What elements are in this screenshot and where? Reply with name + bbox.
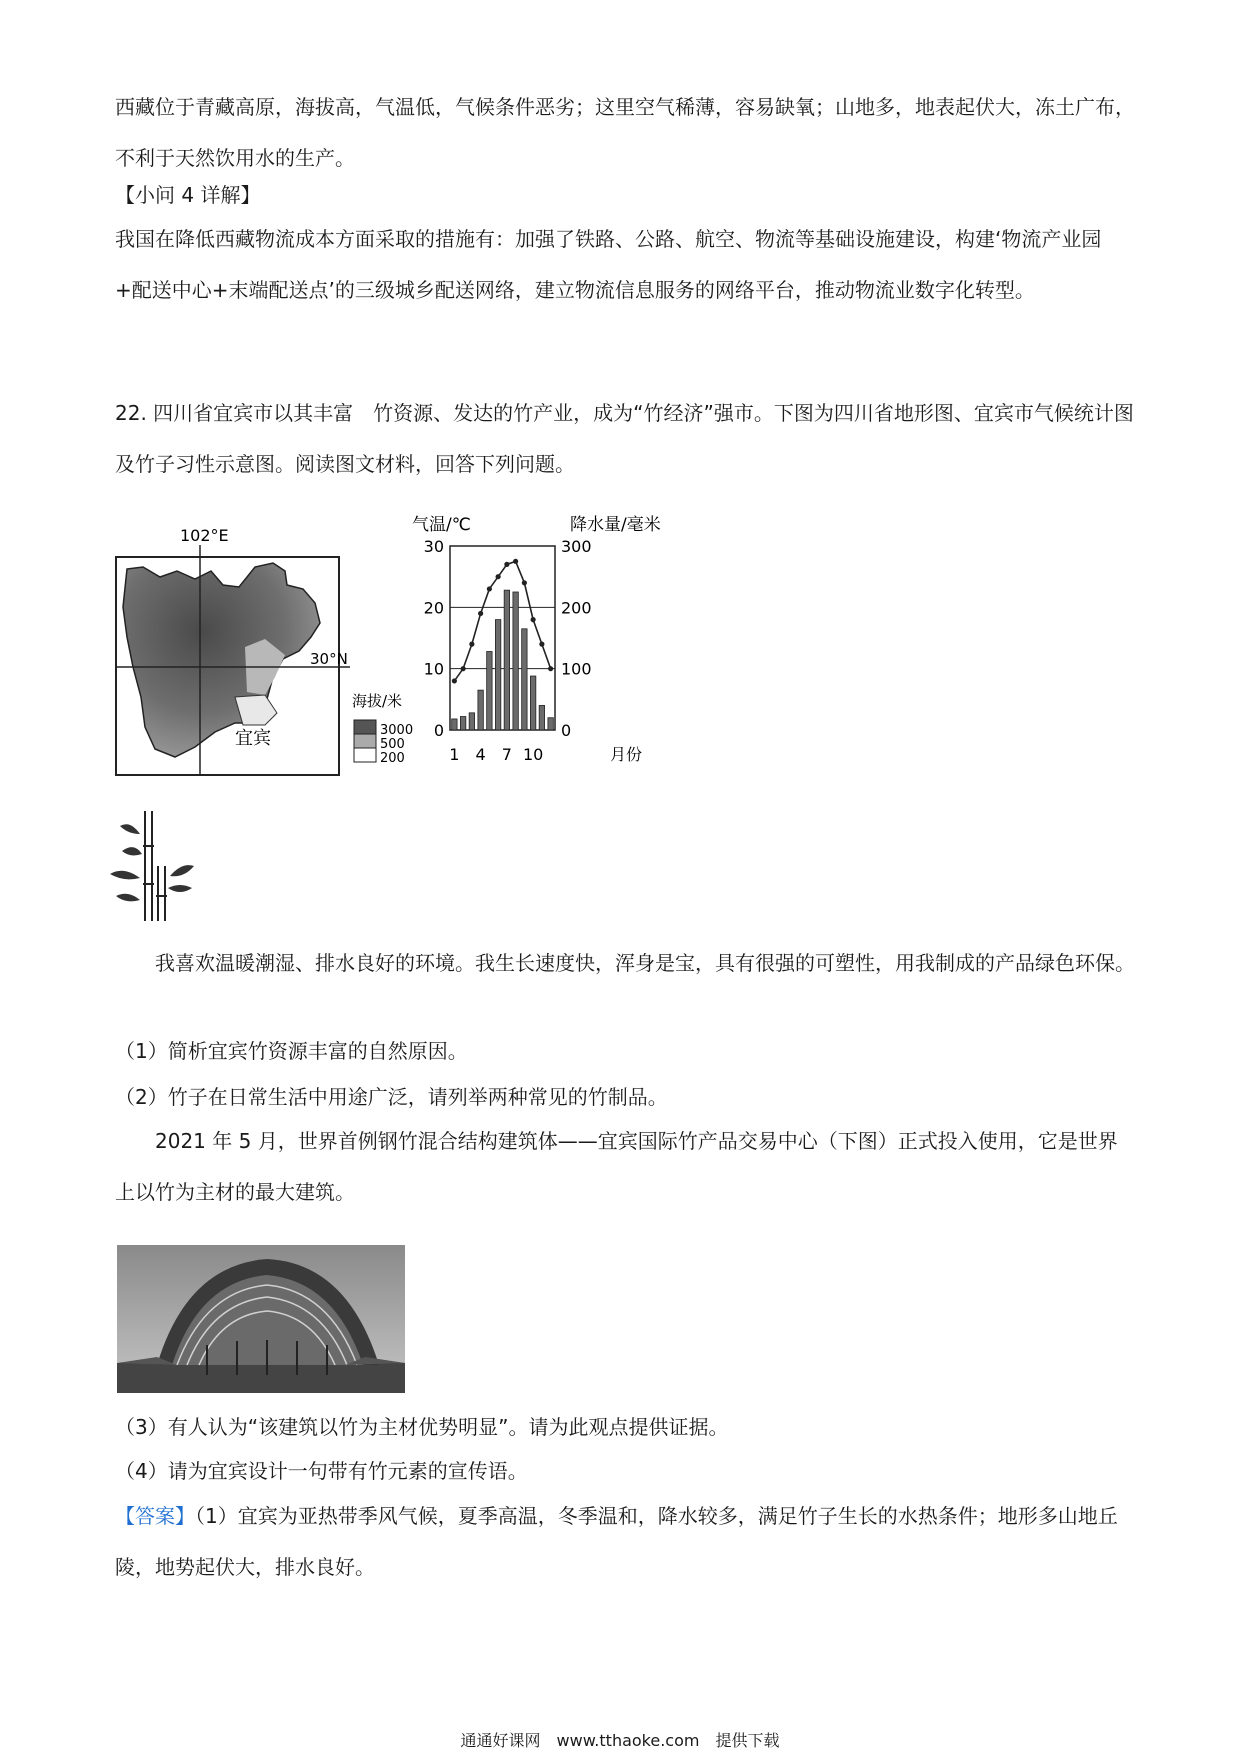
legend-swatch-low xyxy=(354,748,376,762)
elevation-legend-title: 海拔/米 xyxy=(352,692,403,710)
month-tick-label: 10 xyxy=(522,745,544,764)
precipitation-bar xyxy=(548,718,553,730)
legend-swatch-mid xyxy=(354,734,376,748)
paragraph-logistics-measures: 我国在降低西藏物流成本方面采取的措施有：加强了铁路、公路、航空、物流等基础设施建设，构建‘物流产业园+配送中心+末端配送点’的三级城乡配送网络，建立物流信息服务的网络平台，推动物流业数字化转型。 xyxy=(115,227,1102,302)
temperature-point xyxy=(469,642,474,647)
paragraph-tibet-conditions: 西藏位于青藏高原，海拔高，气温低，气候条件恶劣；这里空气稀薄，容易缺氧；山地多，地表起伏大，冻土广布，不利于天然饮用水的生产。 xyxy=(115,95,1135,170)
precipitation-bar xyxy=(513,592,518,730)
precipitation-tick-label: 300 xyxy=(561,537,592,556)
answer-block xyxy=(115,1491,1135,1593)
temperature-point xyxy=(522,580,527,585)
sichuan-province-shape xyxy=(123,563,320,757)
subquestion-4: （4）请为宜宾设计一句带有竹元素的宣传语。 xyxy=(115,1459,528,1483)
precipitation-bar xyxy=(495,620,500,730)
temperature-tick-label: 30 xyxy=(423,537,444,556)
temperature-tick-label: 10 xyxy=(423,659,444,679)
longitude-label: 102°E xyxy=(180,527,229,545)
precipitation-tick-label: 200 xyxy=(561,598,592,618)
subquestion-1: （1）简析宜宾竹资源丰富的自然原因。 xyxy=(115,1039,468,1063)
yibin-climate-chart xyxy=(410,508,670,778)
precipitation-bar xyxy=(539,705,544,730)
yibin-label: 宜宾 xyxy=(235,728,271,749)
temperature-tick-label: 20 xyxy=(423,598,444,618)
precipitation-bar xyxy=(487,651,492,730)
temperature-point xyxy=(478,611,483,616)
answer-label: 【答案】 xyxy=(115,1504,195,1528)
precipitation-bar xyxy=(478,690,483,730)
precipitation-bar xyxy=(469,713,474,730)
subquestion-2: （2）竹子在日常生活中用途广泛，请列举两种常见的竹制品。 xyxy=(115,1085,668,1109)
month-tick-label: 7 xyxy=(501,745,512,764)
subquestion-4-heading: 【小问 4 详解】 xyxy=(115,183,261,207)
precipitation-bar xyxy=(522,629,527,730)
bamboo-icon xyxy=(110,806,200,926)
temperature-point xyxy=(504,562,509,567)
temperature-axis-title: 气温/℃ xyxy=(412,515,471,535)
legend-value-3000: 3000 xyxy=(380,723,414,738)
yibin-area xyxy=(235,695,277,725)
legend-value-200: 200 xyxy=(380,751,405,766)
temperature-tick-label: 0 xyxy=(433,721,444,740)
subquestion-3: （3）有人认为“该建筑以竹为主材优势明显”。请为此观点提供证据。 xyxy=(115,1415,729,1439)
temperature-point xyxy=(452,678,457,683)
legend-value-500: 500 xyxy=(380,737,405,752)
precipitation-axis-title: 降水量/毫米 xyxy=(570,515,661,535)
bamboo-building-photo xyxy=(117,1245,405,1393)
latitude-label: 30°N xyxy=(310,650,348,668)
precipitation-bar xyxy=(452,719,457,730)
precipitation-bar xyxy=(460,717,465,730)
precipitation-tick-label: 100 xyxy=(561,659,592,679)
x-axis-title: 月份 xyxy=(610,745,643,764)
page-footer: 通通好课网 www.tthaoke.com 提供下载 xyxy=(460,1731,780,1750)
temperature-point xyxy=(513,559,518,564)
temperature-point xyxy=(548,666,553,671)
bamboo-description: 我喜欢温暖潮湿、排水良好的环境。我生长速度快，浑身是宝，具有很强的可塑性，用我制成的产品绿色环保。 xyxy=(155,951,1135,975)
temperature-point xyxy=(496,574,501,579)
legend-swatch-high xyxy=(354,720,376,734)
month-tick-label: 4 xyxy=(475,745,486,764)
precipitation-tick-label: 0 xyxy=(561,721,572,740)
month-tick-label: 1 xyxy=(449,745,460,764)
temperature-point xyxy=(531,617,536,622)
sichuan-terrain-map xyxy=(115,527,350,777)
precipitation-bar xyxy=(530,676,535,730)
answer-text: （1）宜宾为亚热带季风气候，夏季高温，冬季温和，降水较多，满足竹子生长的水热条件；地形多山地丘陵，地势起伏大，排水良好。 xyxy=(115,1504,1118,1579)
building-material-paragraph: 2021 年 5 月，世界首例钢竹混合结构建筑体——宜宾国际竹产品交易中心（下图）正式投入使用，它是世界上以竹为主材的最大建筑。 xyxy=(115,1129,1118,1204)
temperature-point xyxy=(461,666,466,671)
temperature-line xyxy=(454,561,550,681)
temperature-point xyxy=(539,642,544,647)
temperature-point xyxy=(487,586,492,591)
question-22-intro: 22. 四川省宜宾市以其丰富 竹资源、发达的竹产业，成为“竹经济”强市。下图为四川省地形图、宜宾市气候统计图及竹子习性示意图。阅读图文材料，回答下列问题。 xyxy=(115,401,1134,476)
precipitation-bar xyxy=(504,590,509,730)
